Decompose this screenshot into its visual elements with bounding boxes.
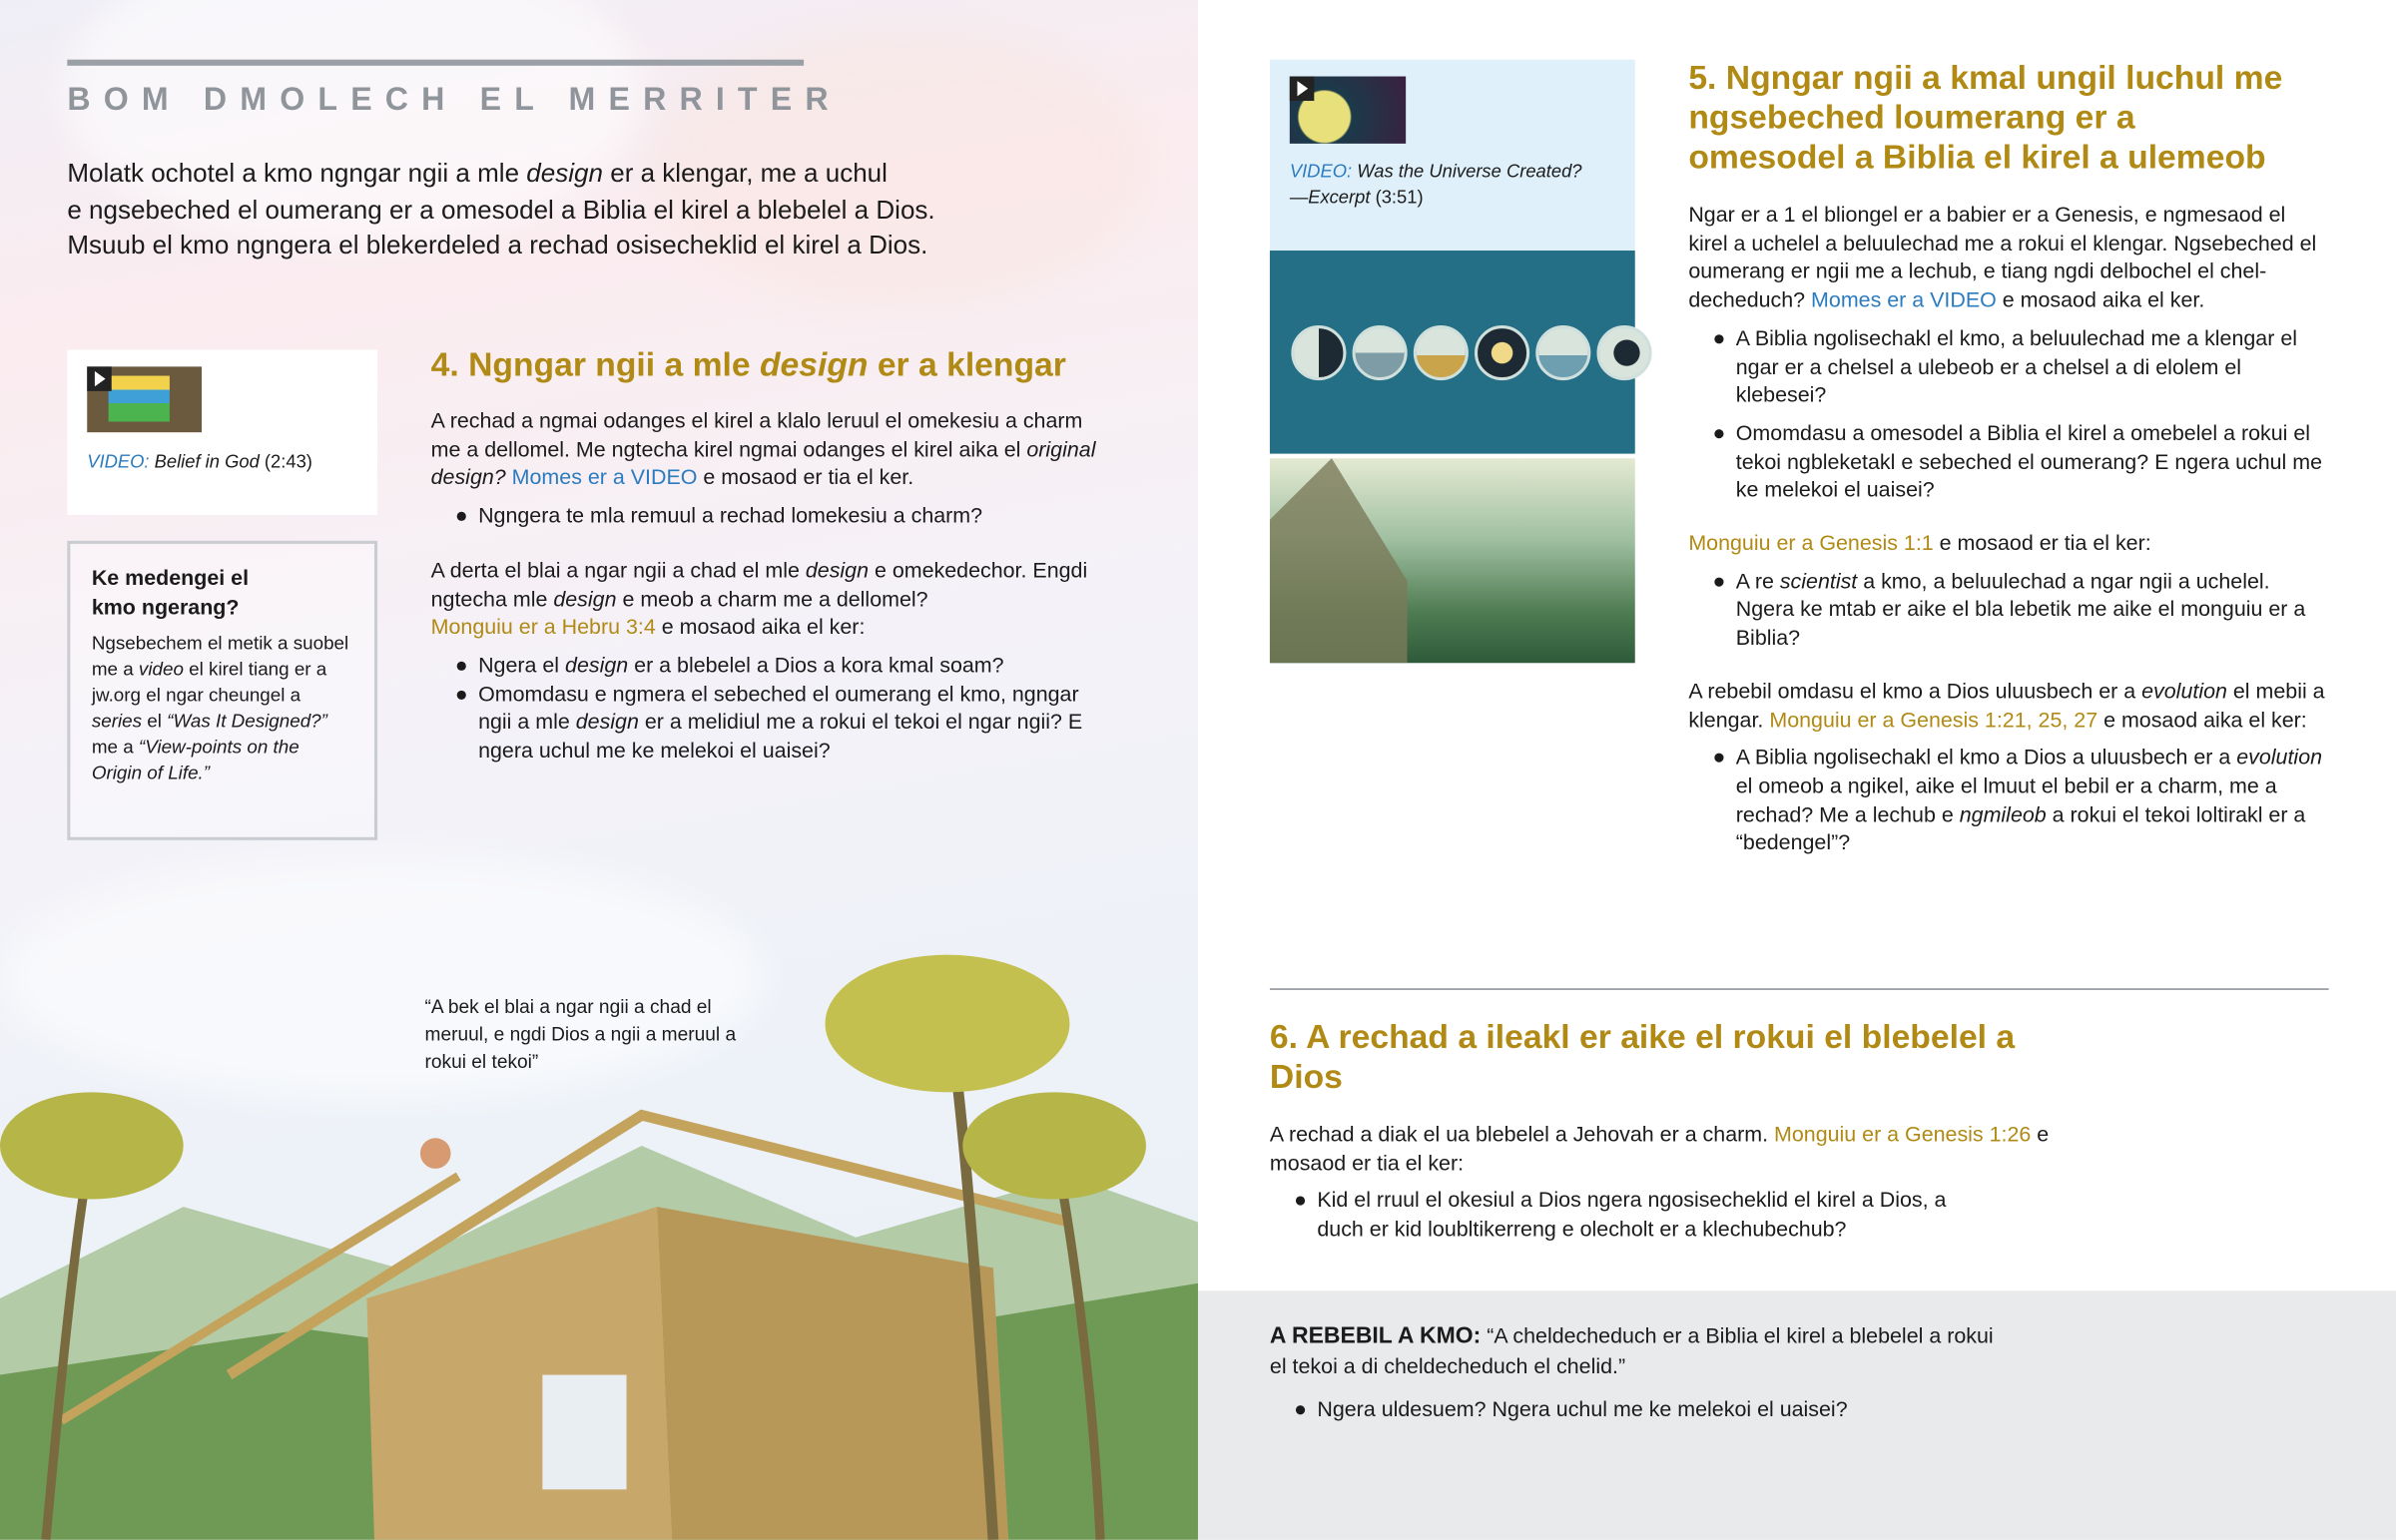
q5-bullet: Omomdasu a omesodel a Biblia el kirel a omebelel a rokui el tekoi ngbleketakl e sebeched el oumerang? E ngera uchul me ke melekoi el uaisei? (1688, 418, 2330, 504)
question-4-title: 4. Ngngar ngii a mle design er a klengar (430, 344, 1066, 384)
watch-video-link[interactable]: Momes er a VIDEO (1811, 286, 1997, 312)
right-page (1198, 0, 2396, 1540)
sidebar-title: Ke medengei el kmo ngerang? (91, 565, 250, 619)
scripture-link-hebrews[interactable]: Monguiu er a Hebru 3:4 (430, 614, 656, 640)
summary-text: A REBEBIL A KMO: “A cheldecheduch er a Biblia el kirel a blebelel a rokui el tekoi a di cheldecheduch el chelid.” (1269, 1322, 1994, 1378)
q4-bullet: Ngera el design er a blebelel a Dios a kora kmal soam? (431, 651, 1103, 680)
intro-text: Molatk ochotel a kmo ngngar ngii a mle design er a klengar, me a uchul e ngsebeched el oumerang er a omesodel a Biblia el kirel a blebelel a Dios. Msuub el kmo ngngera el blekerdeled a rechad osisecheklid el kirel a Dios. (67, 159, 935, 260)
summary-box (1198, 1290, 2396, 1539)
play-icon (1290, 77, 1314, 101)
q5-bullet: A Biblia ngolisechakl el kmo, a beluulechad me a klengar el ngar er a chelsel a ulebeob er a chelsel a di elolem el klebesei? (1688, 323, 2330, 409)
scripture-link-genesis-1-21[interactable]: Monguiu er a Genesis 1:21, 25, 27 (1769, 706, 2098, 732)
video-card-belief-in-god[interactable] (67, 350, 377, 515)
scripture-link-genesis-1-26[interactable]: Monguiu er a Genesis 1:26 (1774, 1121, 2032, 1146)
q5-paragraph-1: Ngar er a 1 el bliongel er a babier er a Genesis, e ngmesaod el kirel a uchelel a beluulechad me a rokui el klengar. Ngsebeched el oumerang er ngii me a lechub, e tiang ngdi delbochel el chel-decheduch? Momes er a VIDEO e mosaod aika el ker. (1688, 202, 2317, 312)
q4-paragraph-2: A derta el blai a ngar ngii a chad el mle design e omekedechor. Engdi ngtecha mle design e meob a charm me a dellomel? Monguiu er a Hebru 3:4 e mosaod aika el ker: (430, 557, 1088, 640)
video-thumbnail[interactable] (1290, 77, 1406, 144)
question-5-title: 5. Ngngar ngii a kmal ungil luchul me ngsebeched loumerang er a omesodel a Biblia el kirel a ulemeob (1688, 58, 2283, 177)
video-card-universe[interactable] (1270, 60, 1635, 251)
section-title: BOM DMOLECH EL MERRITER (67, 82, 842, 118)
q5-bullet: A Biblia ngolisechakl el kmo a Dios a uluusbech er a evolution el omeob a ngikel, aike el lmuut el bebil er a charm, me a rechad? Me a lechub e ngmileob a rokui el tekoi loltirakl er a “bedengel”? (1688, 743, 2330, 857)
nature-illustration (1270, 458, 1635, 663)
watch-video-link[interactable]: Momes er a VIDEO (511, 464, 698, 490)
q6-paragraph: A rechad a diak el ua blebelel a Jehovah er a charm. Monguiu er a Genesis 1:26 e mosaod er tia el ker: (1269, 1121, 2050, 1175)
creation-days-illustration (1270, 251, 1635, 454)
divider (1270, 988, 2329, 990)
q4-bullet: Omomdasu e ngmera el sebeched el oumerang el kmo, ngngar ngii a mle design er a melidiul me a rokui el tekoi el ngar ngii? E ngera uchul me ke melekoi el uaisei? (431, 680, 1103, 766)
q6-bullet: Kid el rruul el okesiul a Dios ngera ngosisecheklid el kirel a Dios, a duch er kid loubltikerreng e olecholt er a klechubechub? (1270, 1186, 1988, 1243)
video-caption: VIDEO: Was the Universe Created? —Excerpt (3:51) (1289, 160, 1582, 209)
q5-paragraph-2: Monguiu er a Genesis 1:1 e mosaod er tia el ker: (1688, 530, 2151, 555)
summary-bullet: Ngera uldesuem? Ngera uchul me ke melekoi el uaisei? (1270, 1394, 2004, 1423)
sidebar-box (67, 541, 377, 840)
image-quote: “A bek el blai a ngar ngii a chad el meruul, e ngdi Dios a ngii a meruul a rokui el tekoi” (424, 995, 737, 1073)
scripture-link-genesis-1-1[interactable]: Monguiu er a Genesis 1:1 (1688, 530, 1934, 555)
q4-paragraph-1: A rechad a ngmai odanges el kirel a klalo leruul el omekesiu a charm me a dellomel. Me ngtecha kirel ngmai odanges el kirel aika el original design? Momes er a VIDEO e mosaod er tia el ker. (430, 407, 1096, 490)
sidebar-text: Ngsebechem el metik a suobel me a video el kirel tiang er a jw.org el ngar cheungel a series el “Was It Designed?” me a “View-points on the Origin of Life.” (91, 632, 349, 784)
video-caption: VIDEO: Belief in God (2:43) (87, 450, 312, 472)
q4-bullet: Ngngera te mla remuul a rechad lomekesiu a charm? (431, 501, 1103, 530)
header-rule (67, 60, 804, 66)
q5-paragraph-3: A rebebil omdasu el kmo a Dios uluusbech er a evolution el mebii a klengar. Monguiu er a Genesis 1:21, 25, 27 e mosaod aika el ker: (1688, 678, 2325, 732)
play-icon (87, 366, 111, 390)
question-6 (1270, 1017, 2065, 1243)
question-6-title: 6. A rechad a ileakl er aike el rokui el blebelel a Dios (1269, 1017, 2016, 1096)
q5-bullet: A re scientist a kmo, a beluulechad a ngar ngii a uchelel. Ngera ke mtab er aike el bla lebetik me aike el monguiu er a Biblia? (1688, 566, 2330, 652)
bamboo-house-illustration (0, 916, 1198, 1539)
question-5 (1688, 58, 2330, 857)
video-thumbnail[interactable] (87, 366, 202, 432)
question-4 (431, 345, 1103, 766)
